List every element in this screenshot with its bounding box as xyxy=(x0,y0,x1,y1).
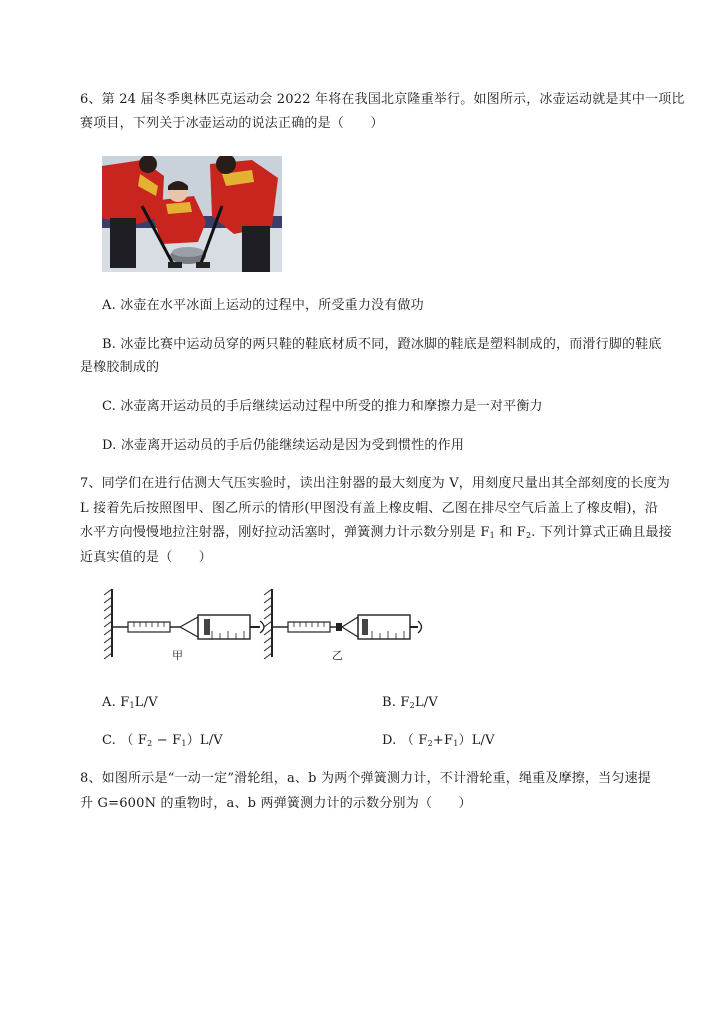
q7-stem-line3-part2: 和 F xyxy=(494,525,526,540)
q7-stem-line4: 近真实值的是（ ） xyxy=(80,550,213,565)
q7-option-d xyxy=(382,732,495,753)
q7-option-d-post: ）L/V xyxy=(458,733,495,748)
q7-option-d-pre: D. （ F xyxy=(382,733,428,748)
q6-stem-line2: 赛项目，下列关于冰壶运动的说法正确的是（ ） xyxy=(80,116,384,131)
diagram-label-left: 甲 xyxy=(172,649,183,662)
q7-option-b xyxy=(382,694,438,715)
q7-option-c-sub1: 2 xyxy=(147,739,153,748)
q7-option-c-mid: − F xyxy=(152,733,182,748)
q7-option-a-pre: A. F xyxy=(102,695,130,710)
q7-option-b-pre: B. F xyxy=(382,695,410,710)
q7-option-c-pre: C. （ F xyxy=(102,733,148,748)
syringe-diagram xyxy=(100,585,428,665)
q7-option-a-sub: 1 xyxy=(129,701,135,710)
q7-stem-line3 xyxy=(80,524,672,545)
q7-option-c-post: ）L/V xyxy=(186,733,223,748)
q7-option-d-mid: +F xyxy=(432,733,454,748)
q6-option-d: D. 冰壶离开运动员的手后仍能继续运动是因为受到惯性的作用 xyxy=(102,438,465,453)
q7-option-c xyxy=(102,732,223,753)
q7-option-a xyxy=(102,694,158,715)
q7-stem-line1: 7、同学们在进行估测大气压实验时，读出注射器的最大刻度为 V，用刻度尺量出其全部刻度的长度为 xyxy=(80,476,670,491)
q6-option-c: C. 冰壶离开运动员的手后继续运动过程中所受的推力和摩擦力是一对平衡力 xyxy=(102,399,543,414)
subscript-2: 2 xyxy=(525,531,532,540)
q7-stem-line2: L 接着先后按照图甲、图乙所示的情形(甲图没有盖上橡皮帽、乙图在排尽空气后盖上了橡皮帽)，沿 xyxy=(80,501,659,516)
q7-option-c-sub2: 1 xyxy=(181,739,187,748)
curling-photo-illustration xyxy=(102,156,282,272)
q7-option-b-sub: 2 xyxy=(409,701,415,710)
q6-option-b-line2: 是橡胶制成的 xyxy=(80,360,160,375)
q6-option-b-line1: B. 冰壶比赛中运动员穿的两只鞋的鞋底材质不同，蹬冰脚的鞋底是塑料制成的，而滑行脚的鞋底 xyxy=(102,337,662,352)
q7-option-d-sub1: 2 xyxy=(427,739,433,748)
syringe-diagram-illustration xyxy=(100,585,428,665)
q7-stem-line3-part3: . 下列计算式正确且最接 xyxy=(531,525,672,540)
q7-stem-line3-part1: 水平方向慢慢地拉注射器，刚好拉动活塞时，弹簧测力计示数分别是 F xyxy=(80,525,490,540)
q6-option-a: A. 冰壶在水平冰面上运动的过程中，所受重力没有做功 xyxy=(102,298,424,313)
diagram-label-right: 乙 xyxy=(332,649,343,662)
subscript-1: 1 xyxy=(489,531,495,540)
curling-photo xyxy=(102,156,282,272)
q8-stem-line1: 8、如图所示是“一动一定”滑轮组，a、b 为两个弹簧测力计，不计滑轮重，绳重及摩擦，当匀速提 xyxy=(80,771,651,786)
q7-option-b-post: L/V xyxy=(414,695,438,710)
q7-option-d-sub2: 1 xyxy=(453,739,459,748)
q6-stem-line1: 6、第 24 届冬季奥林匹克运动会 2022 年将在我国北京隆重举行。如图所示，冰壶运动就是其中一项比 xyxy=(80,92,685,107)
q7-option-a-post: L/V xyxy=(134,695,158,710)
q8-stem-line2: 升 G=600N 的重物时，a、b 两弹簧测力计的示数分别为（ ） xyxy=(80,796,472,811)
